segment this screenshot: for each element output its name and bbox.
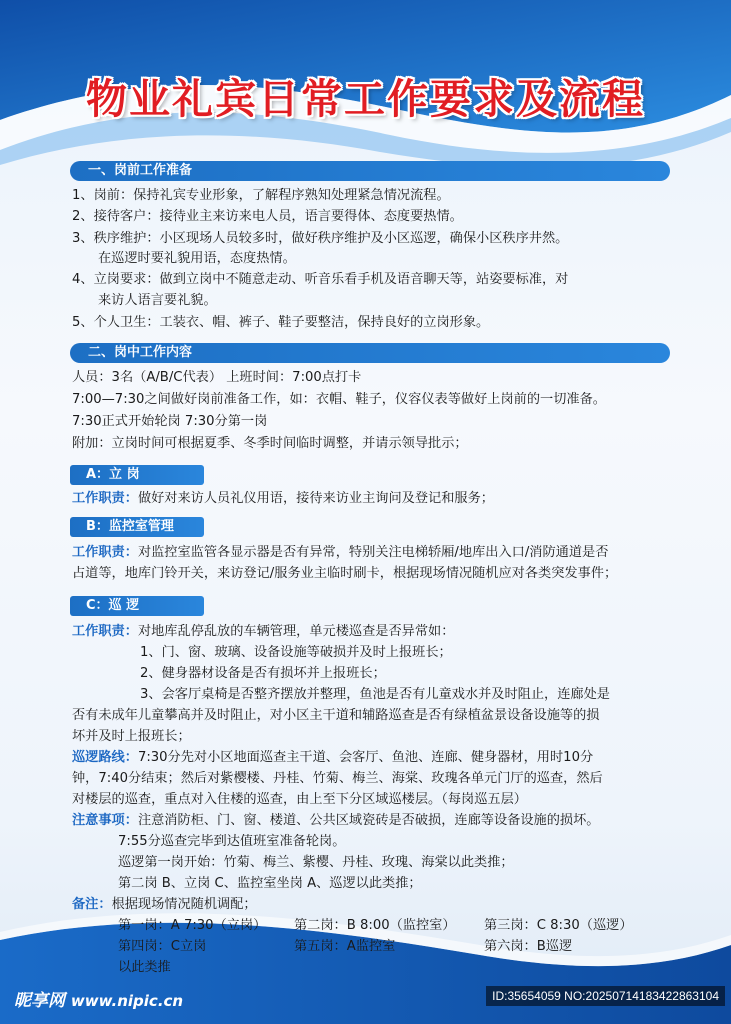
notes-line: 7:55分巡查完毕到达值班室准备轮岗。: [118, 834, 346, 849]
post-c-item: 2、健身器材设备是否有损坏并上报班长；: [140, 666, 386, 681]
section1-line: 5、个人卫生：工装衣、帽、裤子、鞋子要整洁，保持良好的立岗形象。: [72, 315, 490, 330]
notes-text: 注意消防柜、门、窗、楼道、公共区域瓷砖是否破损，连廊等设备设施的损坏。: [137, 813, 600, 828]
schedule-cell: 第六岗：B巡逻: [484, 939, 573, 954]
post-a-heading: A：立 岗: [70, 465, 204, 485]
post-c-item-cont: 坏并及时上报班长；: [72, 729, 191, 744]
section2-line: 7:30正式开始轮岗 7:30分第一岗: [72, 414, 268, 429]
section2-line: 附加：立岗时间可根据夏季、冬季时间临时调整，并请示领导批示；: [72, 436, 468, 451]
image-id-label: ID:35654059 NO:20250714183422863104: [486, 986, 725, 1006]
duty-text: 做好对来访人员礼仪用语，接待来访业主询问及登记和服务；: [137, 491, 494, 506]
schedule-cell: 第四岗：C立岗: [118, 939, 207, 954]
remark-label: 备注：: [72, 897, 112, 912]
notes-line: 第二岗 B、立岗 C、监控室坐岗 A、巡逻以此类推；: [118, 876, 422, 891]
post-b-duty: [72, 543, 608, 563]
post-b-heading: B：监控室管理: [70, 517, 204, 537]
remark-tail: 以此类推: [118, 960, 171, 975]
patrol-route-cont: 钟，7:40分结束；然后对紫樱楼、丹桂、竹菊、梅兰、海棠、玫瑰各单元门厅的巡查，然后: [72, 771, 603, 786]
section1-heading: 一、岗前工作准备: [70, 161, 670, 181]
section1-line: 1、岗前：保持礼宾专业形象，了解程序熟知处理紧急情况流程。: [72, 188, 450, 203]
post-c-item: 3、会客厅桌椅是否整齐摆放并整理，鱼池是否有儿童戏水并及时阻止，连廊处是: [140, 687, 610, 702]
patrol-route-cont: 对楼层的巡查，重点对入住楼的巡查，由上至下分区域巡楼层。（每岗巡五层）: [72, 792, 527, 807]
post-a-duty: [72, 489, 494, 509]
section1-line: 3、秩序维护：小区现场人员较多时，做好秩序维护及小区巡逻，确保小区秩序井然。: [72, 231, 569, 246]
notes-label: 注意事项：: [72, 813, 138, 828]
notes-line: 巡逻第一岗开始：竹菊、梅兰、紫樱、丹桂、玫瑰、海棠以此类推；: [118, 855, 514, 870]
section1-line: 2、接待客户：接待业主来访来电人员，语言要得体、态度要热情。: [72, 209, 463, 224]
page-title: 物业礼宾日常工作要求及流程: [86, 75, 645, 123]
duty-text: 对监控室监管各显示器是否有异常，特别关注电梯轿厢/地库出入口/消防通道是否: [137, 545, 609, 560]
post-c-duty: [72, 622, 454, 642]
route-label: 巡逻路线：: [72, 750, 138, 765]
duty-text: 对地库乱停乱放的车辆管理，单元楼巡查是否异常如：: [137, 624, 455, 639]
route-text: 7:30分先对小区地面巡查主干道、会客厅、鱼池、连廊、健身器材，用时10分: [137, 750, 594, 765]
patrol-route: [72, 748, 593, 768]
section1-line: 在巡逻时要礼貌用语，态度热情。: [98, 251, 296, 266]
post-c-item-cont: 否有未成年儿童攀高并及时阻止，对小区主干道和辅路巡查是否有绿植盆景设备设施等的损: [72, 708, 600, 723]
schedule-cell: 第一岗：A 7:30（立岗）: [118, 918, 267, 933]
notes: [72, 811, 600, 831]
schedule-cell: 第二岗：B 8:00（监控室）: [294, 918, 456, 933]
section1-line: 来访人语言要礼貌。: [98, 293, 217, 308]
remark: [72, 895, 257, 915]
duty-label: 工作职责：: [72, 491, 138, 506]
remark-text: 根据现场情况随机调配；: [111, 897, 257, 912]
watermark-logo: [14, 986, 183, 1011]
post-b-duty-cont: 占道等，地库门铃开关，来访登记/服务业主临时刷卡，根据现场情况随机应对各类突发事件；: [72, 566, 618, 581]
logo-cn: 昵享网: [14, 991, 65, 1011]
schedule-cell: 第三岗：C 8:30（巡逻）: [484, 918, 633, 933]
duty-label: 工作职责：: [72, 624, 138, 639]
duty-label: 工作职责：: [72, 545, 138, 560]
post-c-item: 1、门、窗、玻璃、设备设施等破损并及时上报班长；: [140, 645, 452, 660]
section1-line: 4、立岗要求：做到立岗中不随意走动、听音乐看手机及语音聊天等，站姿要标准，对: [72, 272, 569, 287]
section2-line: 7:00—7:30之间做好岗前准备工作，如：衣帽、鞋子，仪容仪表等做好上岗前的一切准备。: [72, 392, 606, 407]
post-c-heading: C：巡 逻: [70, 596, 204, 616]
logo-url: www.nipic.cn: [70, 992, 184, 1010]
schedule-cell: 第五岗：A监控室: [294, 939, 396, 954]
section2-heading: 二、岗中工作内容: [70, 343, 670, 363]
section2-line: 人员：3名（A/B/C代表） 上班时间：7:00点打卡: [72, 370, 362, 385]
